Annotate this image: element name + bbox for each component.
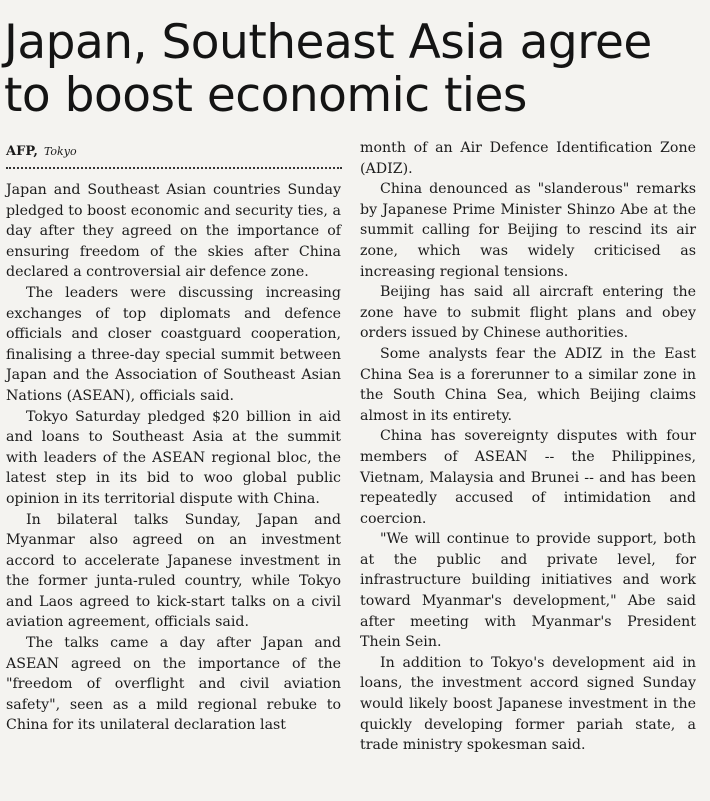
dotted-divider [6,167,342,169]
paragraph: In addition to Tokyo's development aid in loans, the investment accord signed Sunday would likely boost Japanese investment in the quickly developing former pariah state, a trade ministry spokesman said. [360,654,696,754]
paragraph: Beijing has said all aircraft entering the zone have to submit flight plans and obey orders issued by Chinese authorities. [360,284,696,342]
paragraph: Japan and Southeast Asian countries Sunday pledged to boost economic and security ties, a day after they agreed on the importance of ensuring freedom of the skies after China declared a controversial air defence zone. [6,182,341,281]
paragraph: The leaders were discussing increasing exchanges of top diplomats and defence officials and closer coastguard cooperation, finalising a three-day special summit between Japan and the Association of Southeast Asian Nations (ASEAN), officials said. [6,284,341,404]
byline-source: AFP, [6,144,38,159]
article-headline: Japan, Southeast Asia agree to boost economic ties [4,15,652,123]
paragraph: China has sovereignty disputes with four members of ASEAN -- the Philippines, Vietnam, Malaysia and Brunei -- and has been repeatedly accused of intimidation and coercion. [360,428,696,527]
paragraph: Some analysts fear the ADIZ in the East China Sea is a forerunner to a similar zone in the South China Sea, which Beijing claims almost in its entirety. [360,345,696,424]
paragraph: In bilateral talks Sunday, Japan and Myanmar also agreed on an investment accord to accelerate Japanese investment in the former junta-ruled country, while Tokyo and Laos agreed to kick-start talks on a civil aviation agreement, officials said. [6,511,341,631]
byline [6,144,77,159]
paragraph: "We will continue to provide support, both at the public and private level, for infrastructure building initiatives and work toward Myanmar's development," Abe said after meeting with Myanmar's President Thein Sein. [360,531,696,651]
paragraph: The talks came a day after Japan and ASEAN agreed on the importance of the "freedom of overflight and civil aviation safety", seen as a mild regional rebuke to China for its unilateral declaration last [6,635,341,734]
paragraph: Tokyo Saturday pledged $20 billion in aid and loans to Southeast Asia at the summit with leaders of the ASEAN regional bloc, the latest step in its bid to woo global public opinion in its territorial dispute with China. [6,408,341,507]
article-column-1 [6,180,341,736]
article-column-2 [360,138,696,756]
byline-location: Tokyo [43,145,77,158]
paragraph-continued: month of an Air Defence Identification Zone (ADIZ). [360,140,696,177]
paragraph: China denounced as "slanderous" remarks by Japanese Prime Minister Shinzo Abe at the summit calling for Beijing to rescind its air zone, which was widely criticised as increasing regional tensions. [360,181,696,280]
